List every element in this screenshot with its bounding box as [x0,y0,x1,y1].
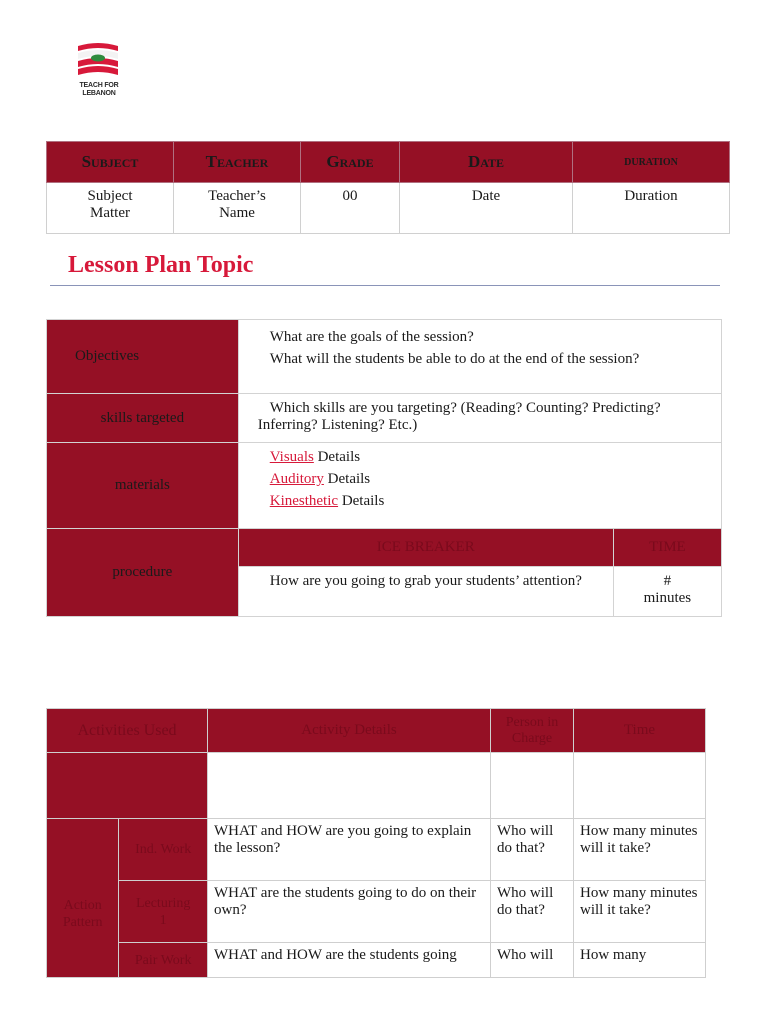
ice-breaker-header: ICE BREAKER [238,529,613,567]
blank-time-cell [574,753,706,819]
lecturing-person: Who will do that? [491,881,574,943]
ice-breaker-cell [238,567,613,617]
materials-cell [238,443,721,529]
materials-auditory: Auditory Details [269,471,371,487]
activity-details-header: Activity Details [208,709,491,753]
lesson-plan-table [46,319,722,617]
objectives-line1: What are the goals of the session? [269,329,474,345]
pair-work-details: WHAT and HOW are the students going [208,943,491,978]
pair-work-time: How many [574,943,706,978]
lecturing-time: How many minutes will it take? [574,881,706,943]
visuals-link[interactable]: Visuals [269,449,314,465]
lecturing-details: WHAT are the students going to do on their own? [208,881,491,943]
lecturing-label: Lecturing 1 [119,881,208,943]
auditory-link[interactable]: Auditory [269,471,324,487]
objectives-label: Objectives [47,320,239,394]
materials-visuals: Visuals Details [269,449,361,465]
skills-label: skills targeted [47,394,239,443]
grade-header: Grade [301,142,400,183]
materials-kinesthetic: Kinesthetic Details [269,493,385,509]
logo-text-line1: TEACH FOR [79,82,119,89]
duration-header: duration [573,142,730,183]
kinesthetic-link[interactable]: Kinesthetic [269,493,339,509]
activities-blank-cell [47,753,208,819]
blank-person-cell [491,753,574,819]
skills-cell [238,394,721,443]
ind-work-person: Who will do that? [491,819,574,881]
ind-work-time: How many minutes will it take? [574,819,706,881]
subject-value: Subject Matter [47,183,174,234]
subject-header: Subject [47,142,174,183]
ind-work-label: Ind. Work [119,819,208,881]
ice-breaker-question: How are you going to grab your students’ attention? [269,573,582,589]
materials-label: materials [47,443,239,529]
skills-text: Which skills are you targeting? (Reading? Counting? Predicting? Inferring? Listening? Etc.) [257,400,661,433]
teacher-value: Teacher’s Name [174,183,301,234]
procedure-label: procedure [47,529,239,617]
logo-text [74,82,124,98]
time-header: Time [574,709,706,753]
flag-apple-icon [74,40,122,84]
teacher-header: Teacher [174,142,301,183]
lesson-topic-title: Lesson Plan Topic [68,252,254,278]
pair-work-label: Pair Work [119,943,208,978]
activities-table [46,708,706,978]
blank-details-cell [208,753,491,819]
ice-breaker-time: # minutes [613,567,721,617]
action-pattern-label: Action Pattern [47,819,119,978]
date-header: Date [400,142,573,183]
duration-value: Duration [573,183,730,234]
ind-work-details: WHAT and HOW are you going to explain the lesson? [208,819,491,881]
lesson-info-table [46,141,730,234]
person-in-charge-header: Person in Charge [491,709,574,753]
time-header: TIME [613,529,721,567]
grade-value: 00 [301,183,400,234]
activities-used-header: Activities Used [47,709,208,753]
date-value: Date [400,183,573,234]
title-divider [50,285,720,286]
logo-text-line2: LEBANON [82,90,116,97]
objectives-line2: What will the students be able to do at the end of the session? [269,351,640,367]
pair-work-person: Who will [491,943,574,978]
objectives-cell [238,320,721,394]
